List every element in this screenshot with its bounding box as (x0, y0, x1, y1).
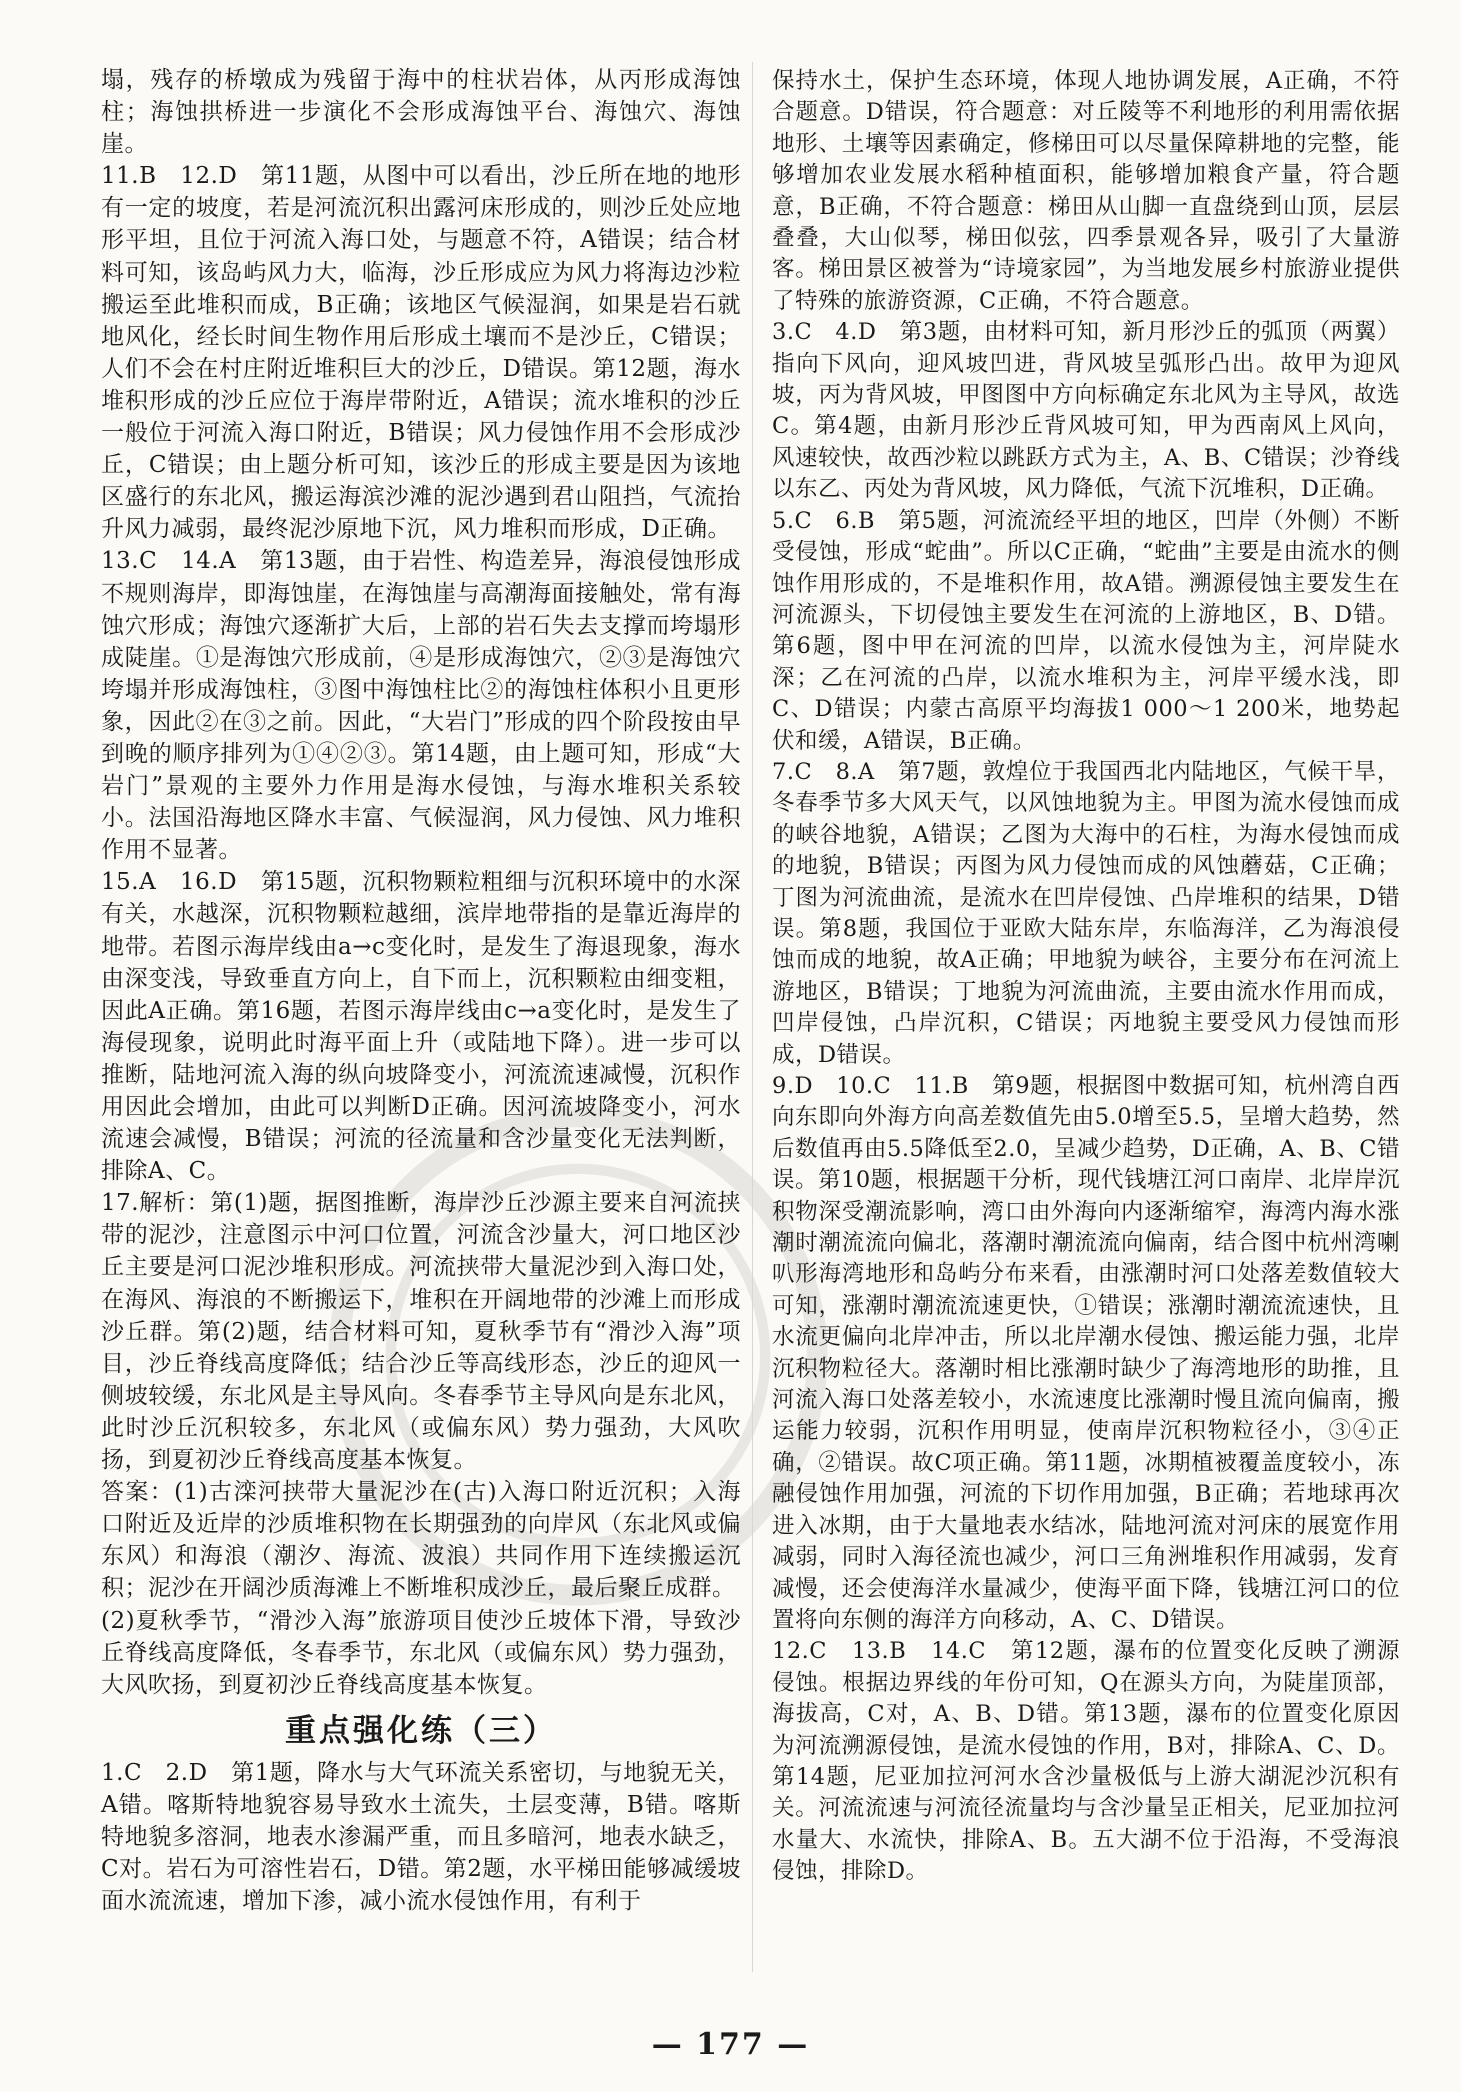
answer-paragraph: 1.C 2.D 第1题，降水与大气环流关系密切，与地貌无关，A错。喀斯特地貌容易导致水土流失，土层变薄，B错。喀斯特地貌多溶洞，地表水渗漏严重，而且多暗河，地表水缺乏，C对。岩石为可溶性岩石，D错。第2题，水平梯田能够减缓坡面水流流速，增加下渗，减小流水侵蚀作用，有利于 (101, 1759, 741, 1915)
answer-paragraph: 11.B 12.D 第11题，从图中可以看出，沙丘所在地的地形有一定的坡度，若是河流沉积出露河床形成的，则沙丘处应地形平坦，且位于河流入海口处，与题意不符，A错误；结合材料可知，该岛屿风力大，临海，沙丘形成应为风力将海边沙粒搬运至此堆积而成，B正确；该地区气候湿润，如果是岩石就地风化，经长时间生物作用后形成土壤而不是沙丘，C错误；人们不会在村庄附近堆积巨大的沙丘，D错误。第12题，海水堆积形成的沙丘应位于海岸带附近，A错误；流水堆积的沙丘一般位于河流入海口附近，B错误；风力侵蚀作用不会形成沙丘，C错误；由上题分析可知，该沙丘的形成主要是因为该地区盛行的东北风，搬运海滨沙滩的泥沙遇到君山阻挡，气流抬升风力减弱，最终泥沙原地下沉，风力堆积而形成，D正确。 (101, 163, 741, 543)
answer-paragraph: 答案：(1)古滦河挟带大量泥沙在(古)入海口附近沉积；入海口附近及近岸的沙质堆积物在长期强劲的向岸风（东北风或偏东风）和海浪（潮汐、海流、波浪）共同作用下连续搬运沉积；泥沙在开阔沙质海滩上不断堆积成沙丘，最后聚丘成群。 (101, 1479, 741, 1602)
answer-paragraph: 3.C 4.D 第3题，由材料可知，新月形沙丘的弧顶（两翼）指向下风向，迎风坡凹进，背风坡呈弧形凸出。故甲为迎风坡，丙为背风坡，甲图图中方向标确定东北风为主导风，故选C。第4题，由新月形沙丘背风坡可知，甲为西南风上风向，风速较快，故西沙粒以跳跃方式为主，A、B、C错误；沙脊线以东乙、丙处为背风坡，风力降低，气流下沉堆积，D正确。 (772, 319, 1400, 503)
answer-paragraph: (2)夏秋季节，“滑沙入海”旅游项目使沙丘坡体下滑，导致沙丘脊线高度降低，冬春季节，东北风（或偏东风）势力强劲，大风吹扬，到夏初沙丘脊线高度基本恢复。 (101, 1607, 741, 1698)
answer-paragraph: 5.C 6.B 第5题，河流流经平坦的地区，凹岸（外侧）不断受侵蚀，形成“蛇曲”。所以C正确，“蛇曲”主要是由流水的侧蚀作用形成的，不是堆积作用，故A错。溯源侵蚀主要发生在河流源头，下切侵蚀主要发生在河流的上游地区，B、D错。第6题，图中甲在河流的凹岸，以流水侵蚀为主，河岸陡水深；乙在河流的凸岸，以流水堆积为主，河岸平缓水浅，即C、D错误；内蒙古高原平均海拔1 000～1 200米，地势起伏和缓，A错误，B正确。 (772, 507, 1400, 754)
answer-paragraph: 13.C 14.A 第13题，由于岩性、构造差异，海浪侵蚀形成不规则海岸，即海蚀崖，在海蚀崖与高潮海面接触处，常有海蚀穴形成；海蚀穴逐渐扩大后，上部的岩石失去支撑而垮塌形成陡崖。①是海蚀穴形成前，④是形成海蚀穴，②③是海蚀穴垮塌并形成海蚀柱，③图中海蚀柱比②的海蚀柱体积小且更形象，因此②在③之前。因此，“大岩门”形成的四个阶段按由早到晚的顺序排列为①④②③。第14题，由上题可知，形成“大岩门”景观的主要外力作用是海水侵蚀，与海水堆积关系较小。法国沿海地区降水丰富、气候湿润，风力侵蚀、风力堆积作用不显著。 (101, 548, 741, 864)
answer-paragraph: 塌，残存的桥墩成为残留于海中的柱状岩体，从丙形成海蚀柱；海蚀拱桥进一步演化不会形成海蚀平台、海蚀穴、海蚀崖。 (101, 67, 741, 158)
left-column (101, 64, 741, 1917)
answer-paragraph: 7.C 8.A 第7题，敦煌位于我国西北内陆地区，气候干旱，冬春季节多大风天气，以风蚀地貌为主。甲图为流水侵蚀而成的峡谷地貌，A错误；乙图为大海中的石柱，为海水侵蚀而成的地貌，B错误；丙图为风力侵蚀而成的风蚀蘑菇，C正确；丁图为河流曲流，是流水在凹岸侵蚀、凸岸堆积的结果，D错误。第8题，我国位于亚欧大陆东岸，东临海洋，乙为海浪侵蚀而成的地貌，故A正确；甲地貌为峡谷，主要分布在河流上游地区，B错误；丁地貌为河流曲流，主要由流水作用而成，凹岸侵蚀，凸岸沉积，C错误；丙地貌主要受风力侵蚀而形成，D错误。 (772, 758, 1400, 1068)
answer-paragraph: 12.C 13.B 14.C 第12题，瀑布的位置变化反映了溯源侵蚀。根据边界线的年份可知，Q在源头方向，为陡崖顶部，海拔高，C对，A、B、D错。第13题，瀑布的位置变化原因为河流溯源侵蚀，是流水侵蚀的作用，B对，排除A、C、D。第14题，尼亚加拉河河水含沙量极低与上游大湖泥沙沉积有关。河流流速与河流径流量均与含沙量呈正相关，尼亚加拉河水量大、水流快，排除A、B。五大湖不位于沿海，不受海浪侵蚀，排除D。 (772, 1638, 1400, 1885)
column-divider (752, 62, 753, 1972)
section-title: 重点强化练（三） (285, 1712, 557, 1749)
right-column (772, 66, 1400, 1888)
answer-paragraph: 9.D 10.C 11.B 第9题，根据图中数据可知，杭州湾自西向东即向外海方向高差数值先由5.0增至5.5，呈增大趋势，然后数值再由5.5降低至2.0，呈减少趋势，D正确，A、B、C错误。第10题，根据题干分析，现代钱塘江河口南岸、北岸岸沉积物深受潮流影响，湾口由外海向内逐渐缩窄，海湾内海水涨潮时潮流流向偏北，落潮时潮流流向偏南，结合图中杭州湾喇叭形海湾地形和岛屿分布来看，由涨潮时河口处落差数值较大可知，涨潮时潮流流速更快，①错误；涨潮时潮流流速快，且水流更偏向北岸冲击，所以北岸潮水侵蚀、搬运能力强，北岸沉积物粒径大。落潮时相比涨潮时缺少了海湾地形的助推，且河流入海口处落差较小，水流速度比涨潮时慢且流向偏南，搬运能力较弱，沉积作用明显，使南岸沉积物粒径小，③④正确，②错误。故C项正确。第11题，冰期植被覆盖度较小，冻融侵蚀作用加强，河流的下切作用加强，B正确；若地球再次进入冰期，由于大量地表水结冰，陆地河流对河床的展宽作用减弱，同时入海径流也减少，河口三角洲堆积作用减弱，发育减慢，还会使海洋水量减少，使海平面下降，钱塘江河口的位置将向东侧的海洋方向移动，A、C、D错误。 (772, 1073, 1400, 1633)
answer-paragraph: 17.解析：第(1)题，据图推断，海岸沙丘沙源主要来自河流挟带的泥沙，注意图示中河口位置，河流含沙量大，河口地区沙丘主要是河口泥沙堆积形成。河流挟带大量泥沙到入海口处，在海风、海浪的不断搬运下，堆积在开阔地带的沙滩上而形成沙丘群。第(2)题，结合材料可知，夏秋季节有“滑沙入海”项目，沙丘脊线高度降低；结合沙丘等高线形态，沙丘的迎风一侧坡较缓，东北风是主导风向。冬春季节主导风向是东北风，此时沙丘沉积较多，东北风（或偏东风）势力强劲，大风吹扬，到夏初沙丘脊线高度基本恢复。 (101, 1190, 741, 1474)
answer-paragraph: 15.A 16.D 第15题，沉积物颗粒粗细与沉积环境中的水深有关，水越深，沉积物颗粒越细，滨岸地带指的是靠近海岸的地带。若图示海岸线由a→c变化时，是发生了海退现象，海水由深变浅，导致垂直方向上，自下而上，沉积颗粒由细变粗，因此A正确。第16题，若图示海岸线由c→a变化时，是发生了海侵现象，说明此时海平面上升（或陆地下降）。进一步可以推断，陆地河流入海的纵向坡降变小，河流流速减慢，沉积作用因此会增加，由此可以判断D正确。因河流坡降变小，河水流速会减慢，B错误；河流的径流量和含沙量变化无法判断，排除A、C。 (101, 869, 741, 1185)
page-number: — 177 — (651, 2027, 810, 2062)
answer-paragraph: 保持水土，保护生态环境，体现人地协调发展，A正确，不符合题意。D错误，符合题意：对丘陵等不利地形的利用需依据地形、土壤等因素确定，修梯田可以尽量保障耕地的完整，能够增加农业发展水稻种植面积，能够增加粮食产量，符合题意，B正确，不符合题意：梯田从山脚一直盘绕到山顶，层层叠叠，大山似琴，梯田似弦，四季景观各异，吸引了大量游客。梯田景区被誉为“诗境家园”，为当地发展乡村旅游业提供了特殊的旅游资源，C正确，不符合题意。 (772, 68, 1400, 314)
